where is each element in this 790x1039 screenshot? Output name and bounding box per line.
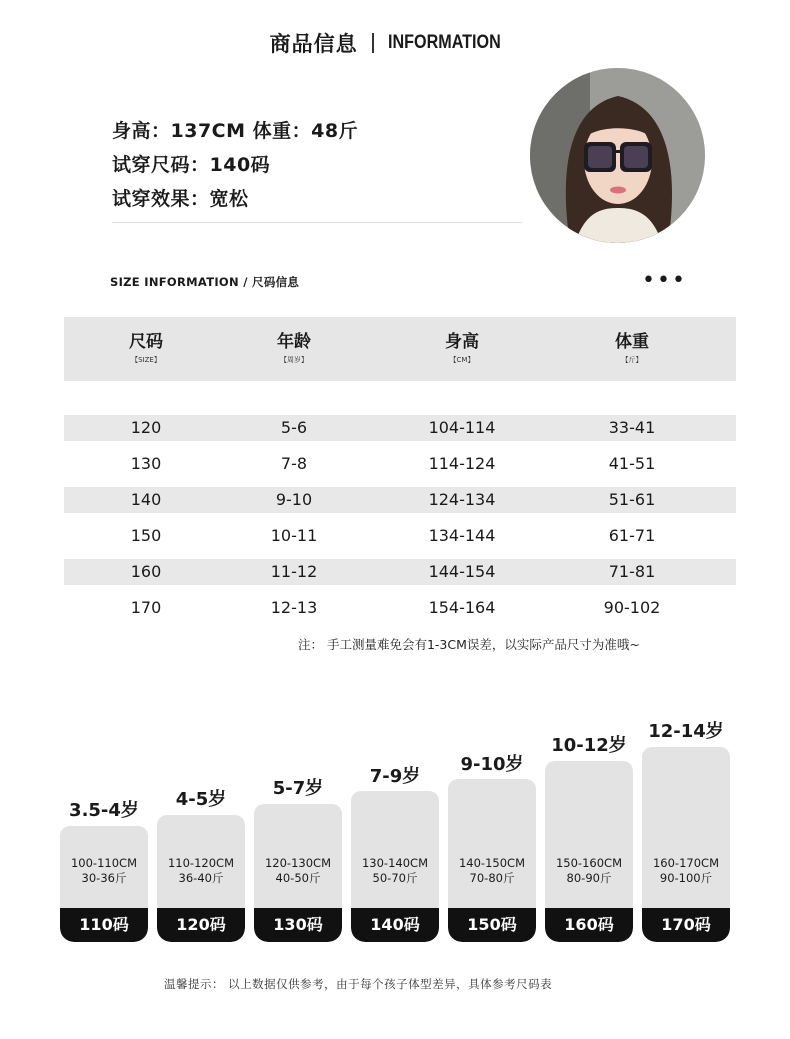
- card-size-label: 130码: [254, 908, 342, 942]
- col-header-weight: 体重 【斤】: [615, 332, 649, 364]
- table-row: [64, 451, 736, 477]
- card-weight-range: 90-100斤: [659, 871, 713, 885]
- cell-weight: 61-71: [608, 526, 656, 545]
- size-card: [351, 791, 439, 942]
- size-card: [642, 747, 730, 942]
- card-range: [351, 856, 439, 886]
- table-row: [64, 523, 736, 549]
- card-weight-range: 80-90斤: [566, 871, 612, 885]
- cell-weight: 51-61: [608, 490, 656, 509]
- cell-age: 9-10: [275, 490, 313, 509]
- card-range: [157, 856, 245, 886]
- card-height-range: 110-120CM: [167, 856, 234, 870]
- card-size-label: 110码: [60, 908, 148, 942]
- card-size-label: 160码: [545, 908, 633, 942]
- table-row: [64, 415, 736, 441]
- cell-size: 160: [130, 562, 162, 581]
- model-height-weight: 身高：137CM 体重：48斤: [112, 120, 359, 142]
- cell-weight: 33-41: [608, 418, 656, 437]
- cell-age: 10-11: [270, 526, 318, 545]
- cell-height: 134-144: [428, 526, 496, 545]
- table-row: [64, 595, 736, 621]
- card-height-range: 140-150CM: [458, 856, 525, 870]
- cell-height: 104-114: [428, 418, 496, 437]
- cell-height: 114-124: [428, 454, 496, 473]
- card-weight-range: 50-70斤: [372, 871, 418, 885]
- card-weight-range: 30-36斤: [81, 871, 127, 885]
- table-row: [64, 559, 736, 585]
- cell-height: 154-164: [428, 598, 496, 617]
- model-try-size: 试穿尺码：140码: [112, 154, 271, 176]
- card-height-range: 130-140CM: [361, 856, 428, 870]
- cell-size: 150: [130, 526, 162, 545]
- section-divider: [112, 222, 522, 223]
- size-card: [60, 826, 148, 942]
- col-header-age: 年龄 【周岁】: [277, 332, 311, 364]
- model-info: [112, 114, 358, 216]
- reference-tip: 温馨提示： 以上数据仅供参考，由于每个孩子体型差异，具体参考尺码表: [164, 977, 553, 991]
- cell-size: 130: [130, 454, 162, 473]
- card-size-label: 120码: [157, 908, 245, 942]
- size-info-title: SIZE INFORMATION / 尺码信息: [110, 275, 300, 289]
- card-age: 10-12岁: [551, 735, 627, 756]
- header-divider: [372, 33, 374, 53]
- card-age: 4-5岁: [175, 789, 227, 810]
- card-range: [642, 856, 730, 886]
- card-weight-range: 70-80斤: [469, 871, 515, 885]
- size-card: [157, 815, 245, 942]
- measurement-note: 注： 手工测量难免会有1-3CM误差，以实际产品尺寸为准哦~: [298, 637, 640, 652]
- cell-size: 140: [130, 490, 162, 509]
- card-height-range: 160-170CM: [652, 856, 719, 870]
- cell-weight: 90-102: [603, 598, 661, 617]
- card-range: [545, 856, 633, 886]
- card-height-range: 120-130CM: [264, 856, 331, 870]
- table-row: [64, 487, 736, 513]
- header-title-cn: 商品信息: [269, 32, 358, 56]
- card-height-range: 100-110CM: [70, 856, 137, 870]
- cell-size: 170: [130, 598, 162, 617]
- col-header-size: 尺码 【SIZE】: [129, 332, 163, 364]
- more-dots-icon: •••: [642, 268, 687, 293]
- cell-height: 124-134: [428, 490, 496, 509]
- page-header: [0, 28, 790, 58]
- card-range: [448, 856, 536, 886]
- size-card: [448, 779, 536, 942]
- card-age: 7-9岁: [369, 766, 421, 787]
- cell-weight: 71-81: [608, 562, 656, 581]
- cell-age: 7-8: [280, 454, 308, 473]
- header-title-en: INFORMATION: [387, 32, 501, 53]
- card-age: 9-10岁: [460, 754, 524, 775]
- card-size-label: 140码: [351, 908, 439, 942]
- cell-age: 5-6: [280, 418, 308, 437]
- size-card: [545, 761, 633, 942]
- card-height-range: 150-160CM: [555, 856, 622, 870]
- model-photo: [530, 68, 705, 243]
- model-fit: 试穿效果：宽松: [112, 188, 249, 210]
- cell-age: 12-13: [270, 598, 318, 617]
- card-range: [254, 856, 342, 886]
- card-age: 5-7岁: [272, 778, 324, 799]
- cell-weight: 41-51: [608, 454, 656, 473]
- cell-height: 144-154: [428, 562, 496, 581]
- cell-size: 120: [130, 418, 162, 437]
- card-range: [60, 856, 148, 886]
- size-card: [254, 804, 342, 942]
- card-age: 3.5-4岁: [69, 800, 139, 821]
- card-size-label: 150码: [448, 908, 536, 942]
- card-age: 12-14岁: [648, 721, 724, 742]
- card-weight-range: 36-40斤: [178, 871, 224, 885]
- col-header-height: 身高 【CM】: [445, 332, 479, 364]
- size-table-header: [64, 317, 736, 381]
- card-size-label: 170码: [642, 908, 730, 942]
- cell-age: 11-12: [270, 562, 318, 581]
- card-weight-range: 40-50斤: [275, 871, 321, 885]
